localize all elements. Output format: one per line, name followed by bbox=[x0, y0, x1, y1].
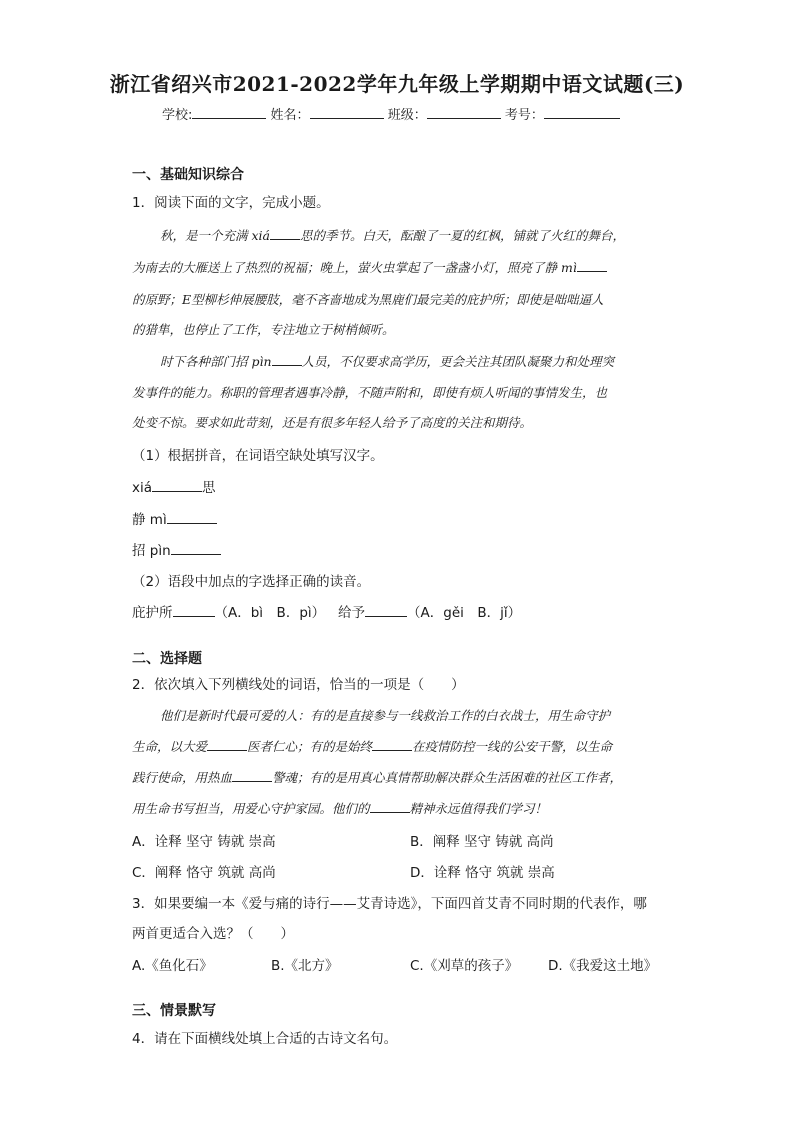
q1-para1-line4: 的猎隼，也停止了工作，专注地立于树梢倾听。 bbox=[132, 322, 395, 337]
q1-fill1: xiá 思 bbox=[132, 480, 216, 496]
answer-blank[interactable] bbox=[365, 605, 407, 617]
fill-blank bbox=[270, 228, 300, 240]
q2-para-line4: 用生命书写担当，用爱心守护家园。他们的 精神永远值得我们学习！ bbox=[132, 801, 548, 816]
class-blank[interactable] bbox=[427, 106, 501, 119]
q2-option-c[interactable]: C．阐释 恪守 筑就 高尚 bbox=[132, 865, 276, 881]
fill-blank bbox=[207, 739, 247, 751]
q1-para2-line1: 时下各种部门招 pìn 人员，不仅要求高学历，更会关注其团队凝聚力和处理突 bbox=[160, 354, 615, 369]
q2-option-d[interactable]: D．诠释 恪守 筑就 崇高 bbox=[410, 865, 555, 881]
q2-stem: 2．依次填入下列横线处的词语，恰当的一项是（ ） bbox=[132, 677, 465, 693]
page-title: 浙江省绍兴市2021-2022学年九年级上学期期中语文试题(三) bbox=[109, 72, 685, 96]
q1-sub2-answers: 庇护所 （A．bì B．pì） 给予 （A．gěi B．jǐ） bbox=[132, 605, 522, 621]
q1-sub2: （2）语段中加点的字选择正确的读音。 bbox=[132, 574, 371, 590]
name-label: 姓名： bbox=[270, 108, 310, 123]
q3-option-d[interactable]: D.《我爱这土地》 bbox=[548, 958, 658, 974]
q3-stem-line1: 3．如果要编一本《爱与痛的诗行——艾青诗选》，下面四首艾青不同时期的代表作，哪 bbox=[132, 896, 647, 912]
q3-stem-line2: 两首更适合入选？（ ） bbox=[132, 926, 294, 942]
section-heading-choice: 二、选择题 bbox=[132, 651, 202, 667]
fill-blank bbox=[272, 354, 302, 366]
q1-para1-line2: 为南去的大雁送上了热烈的祝福；晚上，萤火虫掌起了一盏盏小灯，照亮了静 mì bbox=[132, 258, 664, 276]
q3-option-a[interactable]: A.《鱼化石》 bbox=[132, 958, 213, 974]
q2-para-line2: 生命，以大爱 医者仁心；有的是始终 在疫情防控一线的公安干警，以生命 bbox=[132, 739, 613, 754]
answer-blank[interactable] bbox=[167, 512, 217, 524]
q2-para-line3: 践行使命，用热血 警魂；有的是用真心真情帮助解决群众生活困难的社区工作者， bbox=[132, 770, 623, 785]
school-label: 学校: bbox=[162, 108, 193, 123]
answer-blank[interactable] bbox=[152, 480, 202, 492]
q2-option-b[interactable]: B．阐释 坚守 铸就 高尚 bbox=[410, 834, 554, 850]
q3-option-c[interactable]: C.《刈草的孩子》 bbox=[410, 958, 519, 974]
answer-blank[interactable] bbox=[171, 543, 221, 555]
fill-blank bbox=[372, 739, 412, 751]
fill-blank bbox=[370, 801, 410, 813]
section-heading-recitation: 三、情景默写 bbox=[132, 1003, 216, 1019]
student-info-row bbox=[162, 104, 620, 123]
q4-stem: 4．请在下面横线处填上合适的古诗文名句。 bbox=[132, 1031, 398, 1047]
q1-stem: 1．阅读下面的文字，完成小题。 bbox=[132, 195, 330, 211]
name-blank[interactable] bbox=[310, 106, 384, 119]
q1-fill2: 静 mì bbox=[132, 508, 217, 528]
number-label: 考号： bbox=[504, 108, 544, 123]
q1-para1-line3: 的原野；E型柳杉伸展腰肢，毫不吝啬地成为黑鹿们最完美的庇护所；即使是咄咄逼人 bbox=[132, 292, 604, 307]
class-label: 班级： bbox=[387, 108, 427, 123]
q1-para2-line3: 处变不惊。要求如此苛刻，还是有很多年轻人给予了高度的关注和期待。 bbox=[132, 415, 533, 430]
q1-para1-line1: 秋，是一个充满 xiá 思的季节。白天，酝酿了一夏的红枫，铺就了火红的舞台， bbox=[160, 228, 625, 243]
answer-blank[interactable] bbox=[173, 605, 215, 617]
fill-blank bbox=[232, 770, 272, 782]
q1-sub1: （1）根据拼音，在词语空缺处填写汉字。 bbox=[132, 448, 384, 464]
school-blank[interactable] bbox=[192, 106, 266, 119]
q1-fill3: 招 pìn bbox=[132, 539, 221, 559]
q1-para2-line2: 发事件的能力。称职的管理者遇事冷静，不随声附和，即使有烦人听闻的事情发生，也 bbox=[132, 385, 608, 400]
fill-blank bbox=[577, 260, 607, 272]
section-heading-basic: 一、基础知识综合 bbox=[132, 167, 244, 183]
q3-option-b[interactable]: B.《北方》 bbox=[271, 958, 339, 974]
q2-para-line1: 他们是新时代最可爱的人：有的是直接参与一线救治工作的白衣战士，用生命守护 bbox=[160, 708, 611, 723]
q2-option-a[interactable]: A．诠释 坚守 铸就 崇高 bbox=[132, 834, 276, 850]
number-blank[interactable] bbox=[544, 106, 620, 119]
